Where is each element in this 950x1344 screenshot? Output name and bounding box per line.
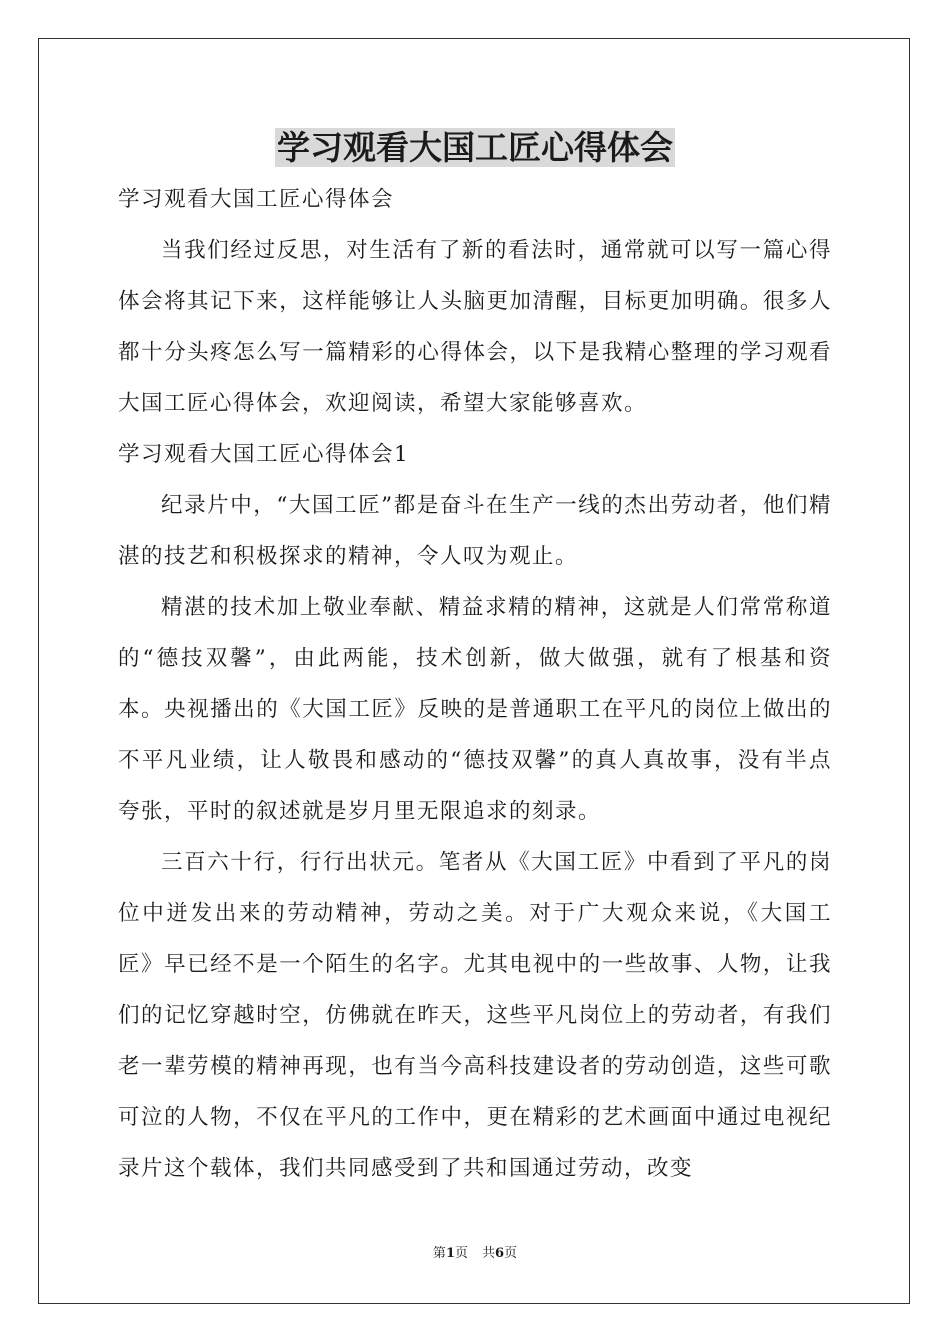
footer-total-prefix: 共 [482,1246,496,1261]
document-title-text: 学习观看大国工匠心得体会 [277,128,673,167]
document-body [118,174,832,1194]
body-paragraph: 精湛的技术加上敬业奉献、精益求精的精神，这就是人们常常称道的“德技双馨”，由此两能，技术创新，做大做强，就有了根基和资本。央视播出的《大国工匠》反映的是普通职工在平凡的岗位上做出的不平凡业绩，让人敬畏和感动的“德技双馨”的真人真故事，没有半点夸张，平时的叙述就是岁月里无限追求的刻录。 [118,595,832,824]
footer-page-suffix: 页 [454,1246,468,1261]
body-paragraph: 三百六十行，行行出状元。笔者从《大国工匠》中看到了平凡的岗位中迸发出来的劳动精神，劳动之美。对于广大观众来说，《大国工匠》早已经不是一个陌生的名字。尤其电视中的一些故事、人物，让我们的记忆穿越时空，仿佛就在昨天，这些平凡岗位上的劳动者，有我们老一辈劳模的精神再现，也有当今高科技建设者的劳动创造，这些可歌可泣的人物，不仅在平凡的工作中，更在精彩的艺术画面中通过电视纪录片这个载体，我们共同感受到了共和国通过劳动，改变 [118,850,832,1181]
document-title [0,124,950,172]
page-footer [0,1244,950,1264]
footer-page-prefix: 第 [432,1246,446,1261]
section-heading: 学习观看大国工匠心得体会1 [118,442,410,467]
intro-paragraph: 当我们经过反思，对生活有了新的看法时，通常就可以写一篇心得体会将其记下来，这样能够让人头脑更加清醒，目标更加明确。很多人都十分头疼怎么写一篇精彩的心得体会，以下是我精心整理的学习观看大国工匠心得体会，欢迎阅读，希望大家能够喜欢。 [118,238,832,416]
subtitle-line: 学习观看大国工匠心得体会 [118,187,395,212]
footer-page-total: 6 [495,1246,505,1261]
footer-total-suffix: 页 [504,1246,518,1261]
body-paragraph: 纪录片中，“大国工匠”都是奋斗在生产一线的杰出劳动者，他们精湛的技艺和积极探求的精神，令人叹为观止。 [118,493,832,569]
footer-page-current: 1 [445,1246,455,1261]
